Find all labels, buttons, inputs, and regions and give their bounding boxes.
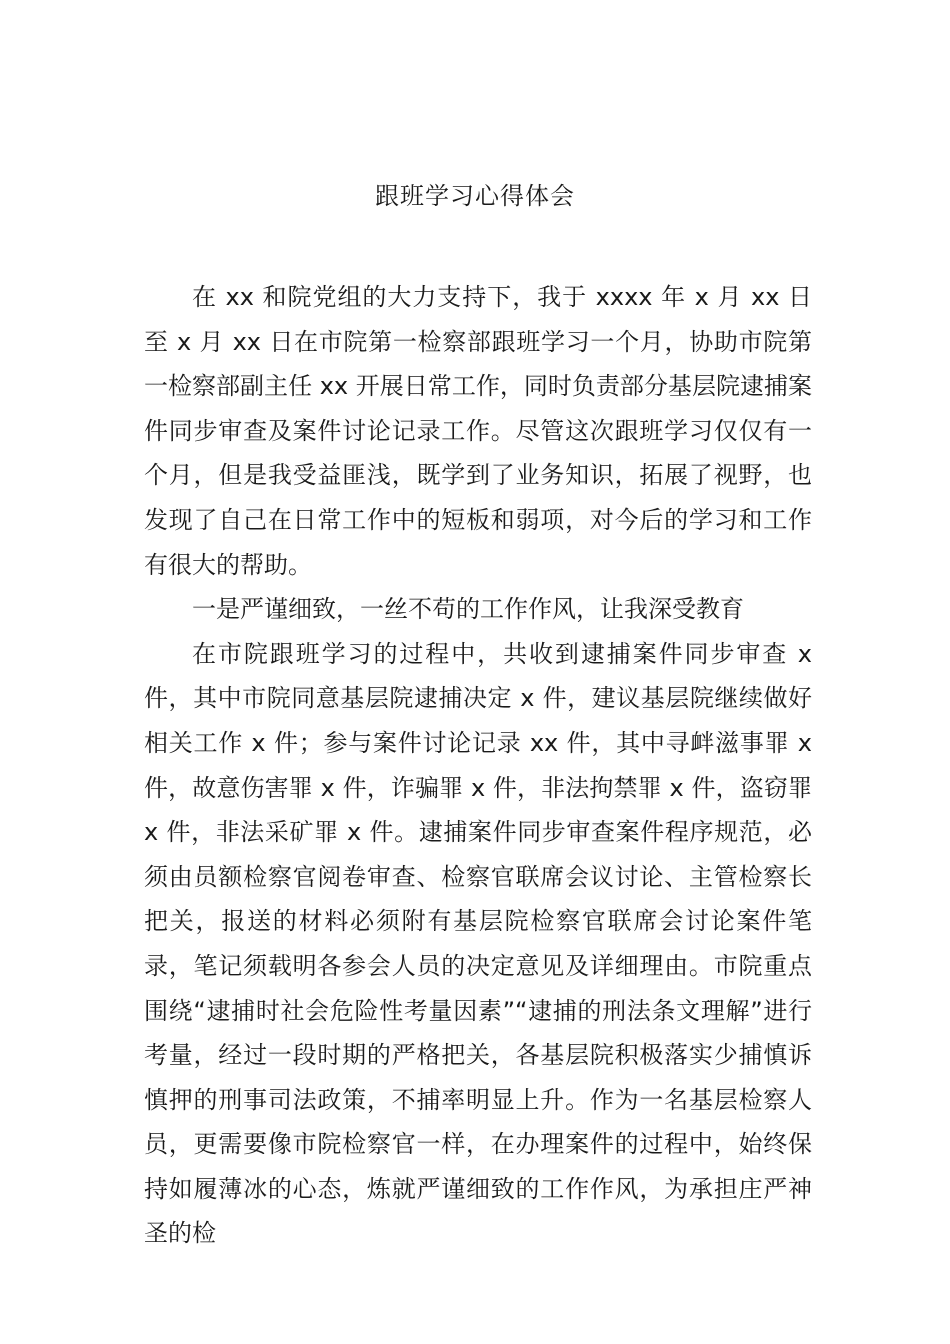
paragraph-section-one: 在市院跟班学习的过程中，共收到逮捕案件同步审查 x 件，其中市院同意基层院逮捕决定 x 件，建议基层院继续做好相关工作 x 件；参与案件讨论记录 xx 件，其中寻衅滋事罪 x 件，故意伤害罪 x 件，诈骗罪 x 件，非法拘禁罪 x 件，盗窃罪 x 件，非法采矿罪 x 件。逮捕案件同步审查案件程序规范，必须由员额检察官阅卷审查、检察官联席会议讨论、主管检察长把关，报送的材料必须附有基层院检察官联席会讨论案件笔录，笔记须载明各参会人员的决定意见及详细理由。市院重点围绕“逮捕时社会危险性考量因素”“逮捕的刑法条文理解”进行考量，经过一段时期的严格把关，各基层院积极落实少捕慎诉慎押的刑事司法政策，不捕率明显上升。作为一名基层检察人员，更需要像市院检察官一样，在办理案件的过程中，始终保持如履薄冰的心态，炼就严谨细致的工作作风，为承担庄严神圣的检 (144, 639, 812, 1248)
section-heading: 一是严谨细致，一丝不苟的工作作风，让我深受教育 (192, 595, 744, 624)
paragraph-intro: 在 xx 和院党组的大力支持下，我于 xxxx 年 x 月 xx 日至 x 月 xx 日在市院第一检察部跟班学习一个月，协助市院第一检察部副主任 xx 开展日常工作，同时负责部分基层院逮捕案件同步审查及案件讨论记录工作。尽管这次跟班学习仅仅有一个月，但是我受益匪浅，既学到了业务知识，拓展了视野，也发现了自己在日常工作中的短板和弱项，对今后的学习和工作有很大的帮助。 (144, 283, 812, 579)
document-body (144, 275, 812, 1256)
document-title: 跟班学习心得体会 (375, 182, 575, 210)
